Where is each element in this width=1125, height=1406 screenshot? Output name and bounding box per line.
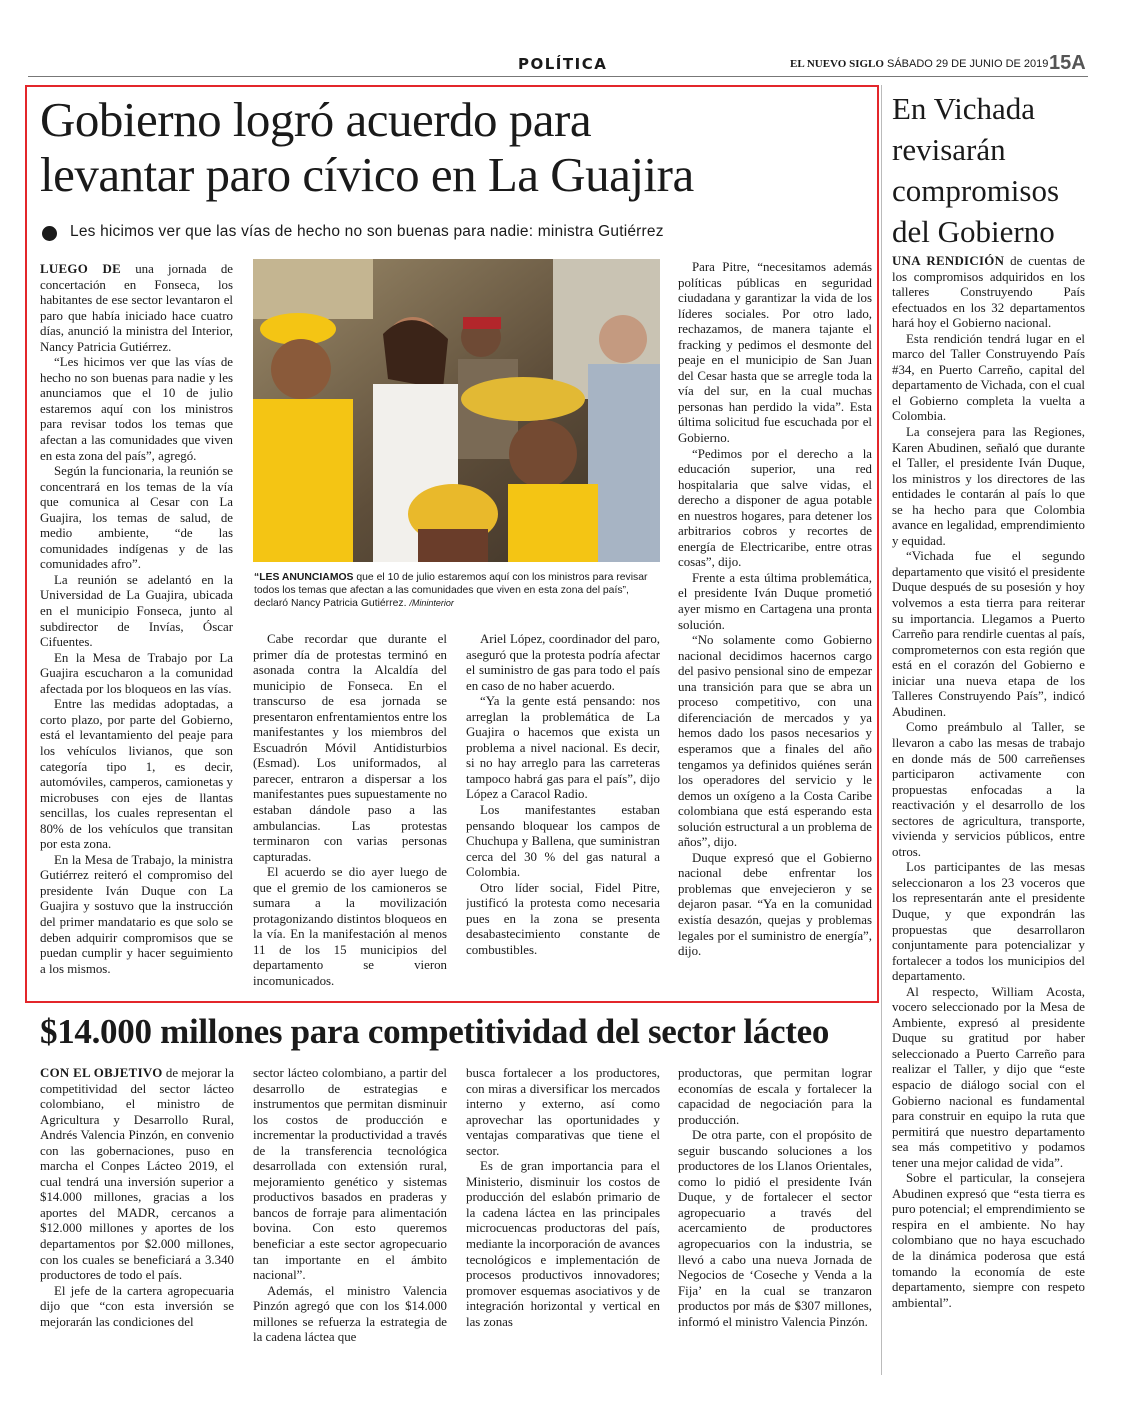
news-photo	[253, 259, 660, 562]
side-divider	[881, 85, 882, 1375]
paragraph: Cabe recordar que durante el primer día de protestas terminó en asonada contra la Alcaldía del municipio de Fonseca. En el transcurso de esa jornada se presentaron enfrentamientos entre los manifestantes y los miembros del Escuadrón Móvil Antidisturbios (Esmad). Los uniformados, al parecer, entraron a dispersar a los manifestantes pues supuestamente no estaban dándole paso a las ambulancias. Las protestas terminaron con varias personas capturadas.	[253, 632, 447, 864]
paragraph: de mejorar la competitividad del sector lácteo colombiano, el ministro de Agricultura y Desarrollo Rural, Andrés Valencia Pinzón, en convenio con las gobernaciones, puso en marcha el Conpes Lácteo 2019, el cual tendrá una inversión superior a $14.000 millones, gracias a los aportes del MADR, cercanos a $12.000 millones y aportes de los departamentos por $2.000 millones, con los cuales se beneficiará a 3.340 productores de todo el país.	[40, 1066, 234, 1283]
paragraph: Además, el ministro Valencia Pinzón agregó que con los $14.000 millones se refuerza la estrategia de la cadena láctea que	[253, 1283, 447, 1345]
paragraph: Esta rendición tendrá lugar en el marco del Taller Construyendo País #34, en Puerto Carreño, capital del departamento de Vichada, con el cual el Gobierno completa la vuelta a Colombia.	[892, 331, 1085, 424]
lead-in: CON EL OBJETIVO	[40, 1066, 163, 1080]
side-headline-line: compromisos	[892, 173, 1060, 208]
paragraph: Otro líder social, Fidel Pitre, justificó la protesta como necesaria pues en la zona se presenta desabastecimiento constante de combustibles.	[466, 880, 660, 957]
main-column-4	[678, 260, 872, 994]
paragraph: Ariel López, coordinador del paro, aseguró que la protesta podría afectar el suministro de gas para todo el país en caso de no haber acuerdo.	[466, 632, 660, 693]
subheadline: Les hicimos ver que las vías de hecho no son buenas para nadie: ministra Gutiérrez	[70, 223, 664, 240]
bottom-headline: $14.000 millones para competitividad del sector lácteo	[40, 1012, 830, 1051]
main-column-1	[40, 262, 233, 992]
lead-in: LUEGO DE	[40, 262, 122, 276]
headline-line-1: Gobierno logró acuerdo para	[40, 92, 592, 147]
paragraph: Los manifestantes estaban pensando bloquear los campos de Chuchupa y Ballena, que suministran cerca del 30 % del gas natural a Colombia.	[466, 803, 660, 880]
paragraph: Como preámbulo al Taller, se llevaron a cabo las mesas de trabajo en donde más de 500 carreñenses participaron activamente con propuestas enfocadas a la reactivación y el desarrollo de los sectores de agricultura, transporte, vivienda y servicios públicos, entre otros.	[892, 720, 1085, 859]
photo-caption	[254, 571, 659, 610]
headline-line-2: levantar paro cívico en La Guajira	[40, 147, 694, 202]
paragraph: “Les hicimos ver que las vías de hecho no son buenas para nadie y les anunciamos que el 10 de julio estaremos aquí con los ministros para revisar todos los temas que afectan a las comunidades que viven en esta zona del país”, agregó.	[40, 355, 233, 463]
lead-in: UNA RENDICIÓN	[892, 254, 1005, 268]
masthead	[790, 58, 1048, 70]
paragraph: La consejera para las Regiones, Karen Abudinen, señaló que durante el Taller, el presidente Iván Duque, los ministros y los directores de las entidades le contarán al país lo que se ha hecho para que Colombia avance en legalidad, emprendimiento y equidad.	[892, 425, 1085, 548]
side-headline-line: En Vichada	[892, 91, 1036, 126]
bullet-icon	[42, 226, 57, 241]
paragraph: La reunión se adelantó en la Universidad de La Guajira, ubicada en el municipio Fonseca, junto al subdirector de Invías, Óscar Cifuentes.	[40, 572, 233, 650]
paragraph: “Pedimos por el derecho a la educación superior, una red hospitalaria que salve vidas, el derecho a disponer de agua potable en nuestros hogares, para detener los arbitrarios cobros y recortes de energía de Electricaribe, entre otras cosas”, dijo.	[678, 446, 872, 570]
paragraph: Los participantes de las mesas seleccionaron a los 23 voceros que los representarán ante el presidente Duque, y que expondrán las propuestas que desarrollaron conjuntamente para potencializar y fortalecer a todos los municipios del departamento.	[892, 860, 1085, 984]
side-column	[892, 254, 1085, 1349]
paragraph: De otra parte, con el propósito de seguir buscando soluciones a los productores de los Llanos Orientales, como lo pidió el presidente Iván Duque, y de fortalecer el sector agropecuario a través del acercamiento de productores agropecuarios con la industria, se llevó a cabo una nueva Jornada de Negocios de ‘Coseche y Venda a la Fija’ en la cual se tranzaron productos por más de $307 millones, informó el ministro Valencia Pinzón.	[678, 1128, 872, 1329]
paragraph: Según la funcionaria, la reunión se concentrará en los temas de la vía que comunica al Cesar con La Guajira, los temas de salud, de medio ambiente, “de las comunidades indígenas y de las comunidades afro”.	[40, 464, 233, 572]
side-headline-line: del Gobierno	[892, 214, 1055, 249]
paragraph: busca fortalecer a los productores, con miras a diversificar los mercados interno y externo, así como aprovechar las oportunidades y ventajas comparativas que tiene el sector.	[466, 1066, 660, 1158]
bottom-column-2	[253, 1066, 447, 1351]
main-column-3	[466, 632, 660, 992]
paragraph: productoras, que permitan lograr economías de escala y fortalecer la capacidad de negociación para la producción.	[678, 1066, 872, 1127]
issue-date: SÁBADO 29 DE JUNIO DE 2019	[886, 58, 1049, 70]
side-headline-line: revisarán	[892, 132, 1006, 167]
paragraph: En la Mesa de Trabajo, la ministra Gutiérrez reiteró el compromiso del presidente Iván Duque con La Guajira y sostuvo que la instrucción del primer mandatario es que solo se deben adquirir compromisos que se puedan cumplir y hacer seguimiento a los mismos.	[40, 852, 233, 976]
caption-text: que el 10 de julio estaremos aquí con los ministros para revisar todos los temas que afectan a las comunidades que viven en esta zona del país”, declaró Nancy Patricia Gutiérrez.	[254, 572, 648, 609]
paragraph: Al respecto, William Acosta, vocero seleccionado por la Mesa de Ambiente, expresó al presidente Duque su gratitud por haber seleccionado a Puerto Carreño para realizar el Taller, y dijo que “este espacio de diálogo social con el Gobierno nacional es fundamental para construir en equipo la ruta que permitirá que nuestro departamento sea más competitivo y podamos tener una mejor calidad de vida”.	[892, 984, 1085, 1170]
caption-lead: “LES ANUNCIAMOS	[254, 572, 354, 583]
newspaper-name: EL NUEVO SIGLO	[790, 58, 884, 70]
bottom-column-3	[466, 1066, 660, 1351]
main-column-2	[253, 632, 447, 992]
bottom-column-1	[40, 1066, 234, 1351]
paragraph: Para Pitre, “necesitamos además políticas públicas en seguridad ciudadana y garantizar la vida de los líderes sociales. Por otro lado, rechazamos, de manera tajante el fracking y pedimos el desmonte del peaje en el municipio de San Juan del Cesar hasta que se arregle toda la vía del sur, en la cual muchas personas han perdido la vida”. Esta última solicitud fue escuchada por el Gobierno.	[678, 260, 872, 446]
page-number: 15A	[1049, 52, 1086, 74]
paragraph: Es de gran importancia para el Ministerio, disminuir los costos de producción del eslabón primario de la cadena láctea en las principales microcuencas productoras del país, mediante la incorporación de avances tecnológicos e implementación de procesos productivos innovadores; promover esquemas asociativos y de integración horizontal y vertical en las zonas	[466, 1159, 660, 1329]
paragraph: Frente a esta última problemática, el presidente Iván Duque prometió ayer mismo en Cartagena una pronta solución.	[678, 570, 872, 632]
side-headline	[892, 88, 1092, 252]
photo-illustration	[253, 259, 660, 562]
bottom-column-4	[678, 1066, 872, 1351]
paragraph: “Ya la gente está pensando: nos arreglan la problemática de La Guajira o hacemos que exista un problema a nivel nacional. Es decir, si no hay arreglo para las carreteras tampoco habrá gas para el país”, dijo López a Caracol Radio.	[466, 694, 660, 802]
paragraph: “No solamente como Gobierno nacional decidimos hacernos cargo del pasivo pensional sino de empezar una transición para que se abra un proceso competitivo, con una diferenciación de mercados y ya hemos dado los pasos necesarios y esperamos que a finales del año tengamos ya definidos quiénes serán los operadores del servicio y le demos un oxígeno a la Costa Caribe colombiana que está esperando esta solución estructural a un problema de años”, dijo.	[678, 633, 872, 850]
paragraph: En la Mesa de Trabajo por La Guajira escucharon a la comunidad afectada por los bloqueos en las vías.	[40, 650, 233, 696]
paragraph: “Vichada fue el segundo departamento que visitó el presidente Duque después de su posesión y hoy volvemos a esta tierra para reiterar su importancia. Llegamos a Puerto Carreño para rendirle cuentas al país, comprometernos con esta región que está en el corazón del Gobierno e iniciar una nueva etapa de los Talleres Construyendo País”, indicó Abudinen.	[892, 549, 1085, 719]
paragraph: una jornada de concertación en Fonseca, los habitantes de ese sector levantaron el paro que había iniciado hace cuatro días, anunció la ministra del Interior, Nancy Patricia Gutiérrez.	[40, 262, 233, 354]
paragraph: sector lácteo colombiano, a partir del desarrollo de estrategias e instrumentos que permitan disminuir los costos de producción e incrementar la productividad a través de la transferencia tecnológica desarrollada con extensión rural, mejoramiento genético y sistemas productivos basados en praderas y bancos de forraje para alimentación bovina. Con esto queremos beneficiar a este sector agropecuario tan importante en el ámbito nacional”.	[253, 1066, 447, 1283]
header-rule	[28, 76, 1088, 77]
paragraph: de cuentas de los compromisos adquiridos en los talleres Construyendo País efectuados en los 32 departamentos hará hoy el Gobierno nacional.	[892, 254, 1085, 331]
section-label: POLÍTICA	[518, 55, 608, 73]
photo-credit: /Mininterior	[409, 598, 454, 608]
paragraph: Duque expresó que el Gobierno nacional debe enfrentar los problemas que envejecieron y se dejaron pasar. “Ya en la comunidad existía desazón, quejas y problemas legales por el suministro de energía”, dijo.	[678, 850, 872, 959]
paragraph: Entre las medidas adoptadas, a corto plazo, por parte del Gobierno, está el levantamiento del peaje para los vehículos livianos, que son categoría tipo 1, es decir, automóviles, camperos, camionetas y microbuses con ejes de llantas sencillas, los cuales representan el 80% de los vehículos que transitan por esta zona.	[40, 697, 233, 852]
paragraph: Sobre el particular, la consejera Abudinen expresó que “esta tierra es puro potencial; el emprendimiento se respira en el ambiente. No hay colombiano que no haya escuchado de la dinámica poderosa que está tomando la economía de este departamento, siempre con respeto ambiental”.	[892, 1171, 1085, 1310]
paragraph: El jefe de la cartera agropecuaria dijo que “con esta inversión se mejorarán las condiciones del	[40, 1283, 234, 1329]
main-headline	[40, 92, 870, 202]
paragraph: El acuerdo se dio ayer luego de que el gremio de los camioneros se sumara a la movilización protagonizando distintos bloqueos en la vía. En la manifestación al menos 11 de los 15 municipios del departamento se vieron incomunicados.	[253, 865, 447, 989]
